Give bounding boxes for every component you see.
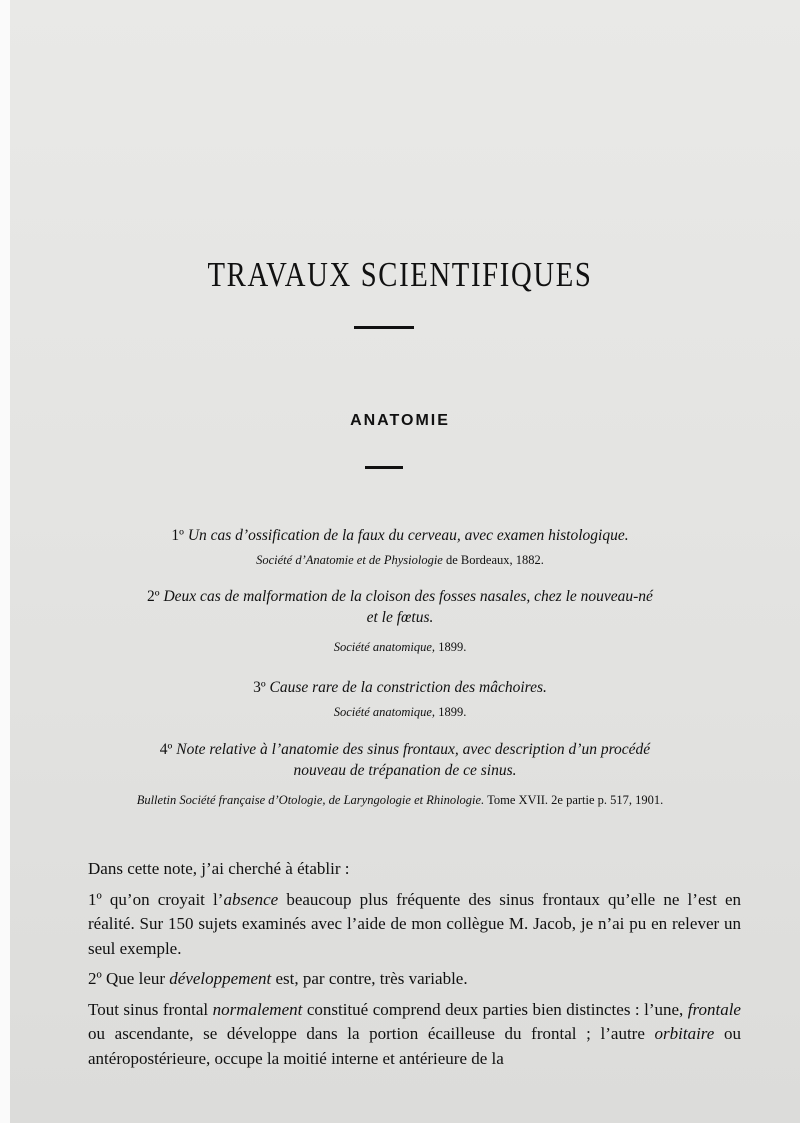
- entry-4-title: [60, 739, 750, 781]
- paragraph-4: [88, 998, 741, 1072]
- paragraph-1-text: Dans cette note, j’ai cherché à établir :: [88, 859, 350, 878]
- entry-4-source: [40, 792, 760, 808]
- page-title: TRAVAUX SCIENTIFIQUES: [207, 255, 593, 294]
- entry-2-source: [0, 639, 800, 655]
- paragraph-4-part-c: ou ascendante, se développe dans la portion écailleuse du frontal ; l’autre: [88, 1024, 655, 1043]
- paragraph-3-emphasis: développement: [169, 969, 272, 988]
- entry-1-number: 1º: [171, 527, 184, 544]
- body-text: [88, 857, 741, 1077]
- paragraph-4-part-d: ou antéropostérieure, occupe la moitié interne et antérieure de la: [88, 1024, 741, 1068]
- paragraph-3-start: 2º Que leur: [88, 969, 170, 988]
- paragraph-2: [88, 888, 741, 962]
- title-rule: [354, 326, 414, 329]
- entry-1-title: [60, 525, 740, 546]
- entry-2-title: [60, 586, 740, 628]
- entry-3-title-text: Cause rare de la constriction des mâchoires.: [269, 679, 547, 696]
- section-heading: ANATOMIE: [350, 412, 450, 429]
- paragraph-2-start: 1º qu’on croyait l’: [88, 889, 224, 909]
- entry-2-source-rest: 1899.: [438, 640, 467, 654]
- entry-1-source: [0, 552, 800, 568]
- entry-1-source-rest: de Bordeaux, 1882.: [445, 553, 544, 567]
- paragraph-3-end: est, par contre, très variable.: [271, 969, 468, 988]
- entry-4-number: 4º: [159, 741, 173, 758]
- entry-4-title-line1: Note relative à l’anatomie des sinus frontaux, avec description d’un procédé: [176, 741, 651, 758]
- entry-3-source: [0, 704, 800, 720]
- paragraph-3: [88, 967, 741, 992]
- paragraph-2-emphasis: absence: [223, 889, 279, 909]
- entry-1-source-italic: Société d’Anatomie et de Physiologie: [256, 553, 443, 567]
- paragraph-4-emphasis-1: normalement: [212, 999, 303, 1019]
- entry-4-title-line2: nouveau de trépanation de ce sinus.: [293, 762, 517, 779]
- paragraph-1: [88, 857, 741, 882]
- entry-1-title-text: Un cas d’ossification de la faux du cerveau, avec examen histologique.: [187, 527, 629, 544]
- section-rule: [365, 466, 403, 469]
- entry-2-source-italic: Société anatomique,: [333, 640, 436, 654]
- entry-3-title: [60, 677, 740, 698]
- entry-2-number: 2º: [147, 588, 160, 605]
- paragraph-4-emphasis-2: frontale: [687, 999, 741, 1019]
- entry-3-number: 3º: [253, 679, 266, 696]
- paragraph-4-part-a: Tout sinus frontal: [88, 999, 213, 1019]
- entry-2-title-line1: Deux cas de malformation de la cloison des fosses nasales, chez le nouveau-né: [163, 588, 653, 605]
- paragraph-4-emphasis-3: orbitaire: [654, 1024, 715, 1043]
- paragraph-4-part-b: constitué comprend deux parties bien distinctes : l’une,: [302, 999, 688, 1019]
- entry-3-source-italic: Société anatomique,: [333, 705, 436, 719]
- entry-2-title-line2: et le fœtus.: [366, 609, 434, 626]
- paragraph-2-end: beaucoup plus fréquente des sinus frontaux qu’elle ne l’est en réalité. Sur 150 sujets examinés avec l’aide de mon collègue M. Jacob, je n’ai pu en relever un seul exemple.: [88, 889, 742, 958]
- entry-4-source-italic: Bulletin Société française d’Otologie, de Laryngologie et Rhinologie.: [136, 793, 485, 807]
- entry-4-source-rest: Tome XVII. 2e partie p. 517, 1901.: [487, 793, 664, 807]
- entry-3-source-rest: 1899.: [438, 705, 467, 719]
